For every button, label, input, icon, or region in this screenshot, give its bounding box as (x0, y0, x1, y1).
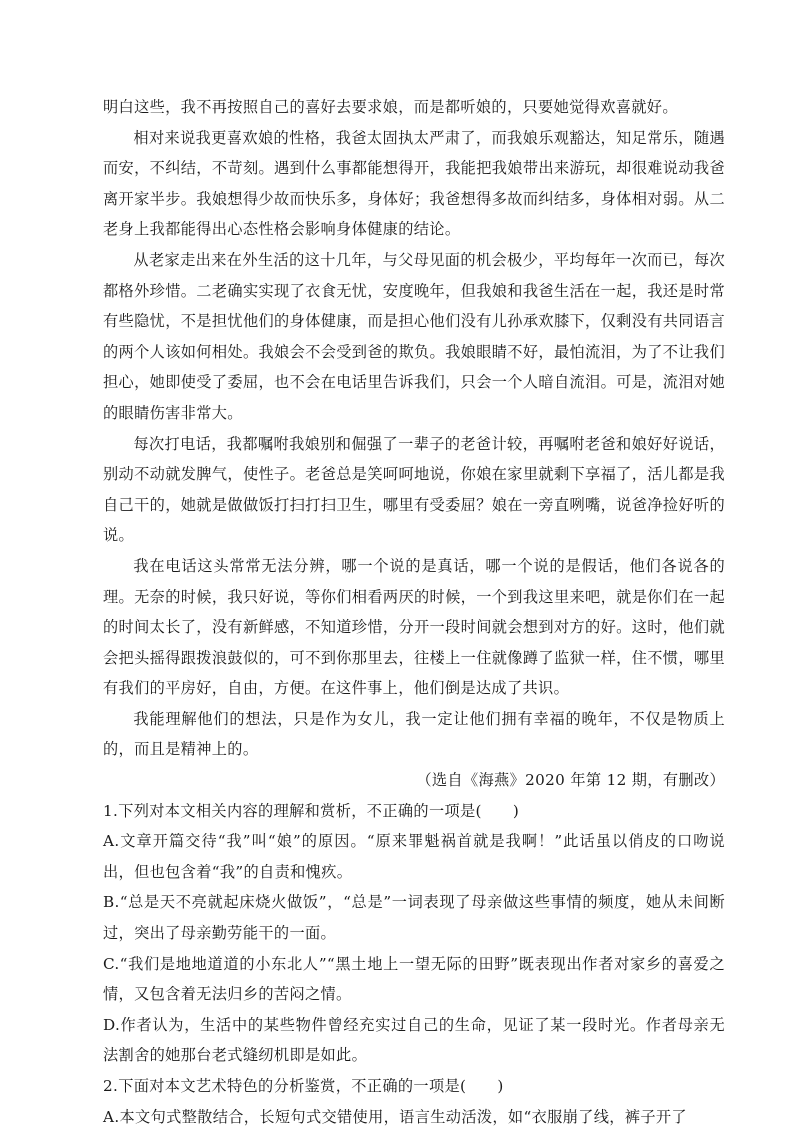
document-page (103, 92, 725, 1132)
question-stem: 1.下列对本文相关内容的理解和赏析，不正确的一项是( ) (103, 801, 520, 820)
question-1-option-b: B.“总是天不亮就起床烧火做饭”，“总是”一词表现了母亲做这些事情的频度，她从未间断过，突出了母亲勤劳能干的一面。 (103, 893, 725, 943)
article-paragraph-3: 从老家走出来在外生活的这十几年，与父母见面的机会极少，平均每年一次而已，每次都格外珍惜。二老确实实现了衣食无忧，安度晚年，但我娘和我爸生活在一起，我还是时常有些隐忧，不是担忧他们的身体健康，而是担心他们没有儿孙承欢膝下，仅剩没有共同语言的两个人该如何相处。我娘会不会受到爸的欺负。我娘眼睛不好，最怕流泪，为了不让我们担心，她即使受了委屈，也不会在电话里告诉我们，只会一个人暗自流泪。可是，流泪对她的眼睛伤害非常大。 (103, 250, 725, 422)
article-paragraph-4: 每次打电话，我都嘱咐我娘别和倔强了一辈子的老爸计较，再嘱咐老爸和娘好好说话，别动不动就发脾气，使性子。老爸总是笑呵呵地说，你娘在家里就剩下享福了，活儿都是我自己干的，她就是做做饭打扫打扫卫生，哪里有受委屈？娘在一旁直咧嘴，说爸净捡好听的说。 (103, 434, 725, 545)
question-1-option-a: A.文章开篇交待“我”叫“娘”的原因。“原来罪魁祸首就是我啊！”此话虽以俏皮的口吻说出，但也包含着“我”的自责和愧疚。 (103, 832, 725, 881)
article-paragraph-2: 相对来说我更喜欢娘的性格，我爸太固执太严肃了，而我娘乐观豁达，知足常乐，随遇而安，不纠结，不苛刻。遇到什么事都能想得开，我能把我娘带出来游玩，却很难说动我爸离开家半步。我娘想得少故而快乐多，身体好；我爸想得多故而纠结多，身体相对弱。从二老身上我都能得出心态性格会影响身体健康的结论。 (103, 128, 725, 239)
question-section (103, 796, 725, 1132)
article-source: （选自《海燕》2020 年第 12 期，有删改） (416, 771, 725, 790)
article-paragraph-1: 明白这些，我不再按照自己的喜好去要求娘，而是都听娘的，只要她觉得欢喜就好。 (103, 98, 678, 116)
question-1-option-d: D.作者认为，生活中的某些物件曾经充实过自己的生命，见证了某一段时光。作者母亲无法割舍的她那台老式缝纫机即是如此。 (103, 1015, 725, 1065)
article-paragraph-5: 我在电话这头常常无法分辨，哪一个说的是真话，哪一个说的是假话，他们各说各的理。无奈的时候，我只好说，等你们相看两厌的时候，一个到我这里来吧，就是你们在一起的时间太长了，没有新鲜感，不知道珍惜，分开一段时间就会想到对方的好。这时，他们就会把头摇得跟拨浪鼓似的，可不到你那里去，往楼上一住就像蹲了监狱一样，住不惯，哪里有我们的平房好，自由，方便。在这件事上，他们倒是达成了共识。 (103, 556, 725, 698)
article-paragraph-6: 我能理解他们的想法，只是作为女儿，我一定让他们拥有幸福的晚年，不仅是物质上的，而且是精神上的。 (103, 709, 725, 759)
question-1 (103, 796, 725, 1071)
question-2 (103, 1071, 725, 1132)
article-body (103, 92, 725, 796)
question-2-option-a: A.本文句式整散结合，长短句式交错使用，语言生动活泼，如“衣服崩了线，裤子开了 (103, 1107, 687, 1126)
question-1-option-c: C.“我们是地地道道的小东北人”“黑土地上一望无际的田野”既表现出作者对家乡的喜爱之情，又包含着无法归乡的苦闷之情。 (103, 954, 725, 1004)
question-stem: 2.下面对本文艺术特色的分析鉴赏，不正确的一项是( ) (103, 1077, 504, 1095)
